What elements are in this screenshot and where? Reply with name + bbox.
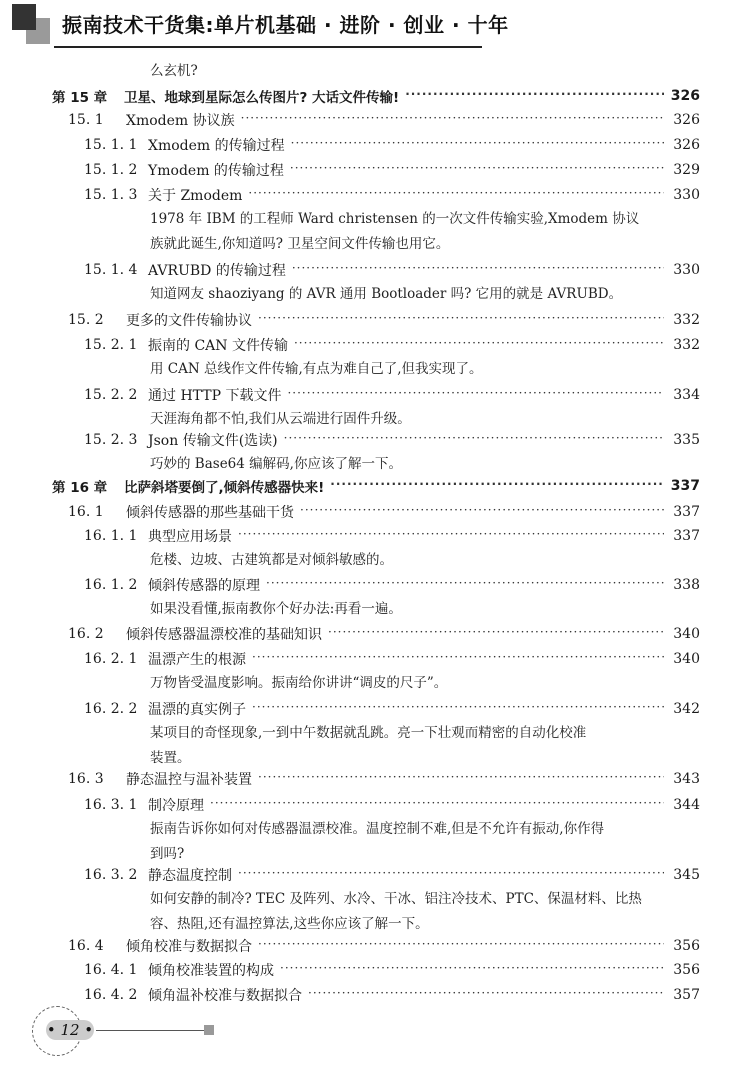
toc-entry-number: 16. 1 <box>68 504 104 520</box>
toc-section-entry[interactable] <box>84 863 700 887</box>
toc-entry-page: 326 <box>670 88 700 104</box>
toc-entry-number: 16. 2. 1 <box>84 651 138 667</box>
toc-entry-title: Json 传输文件(选读) <box>148 433 278 449</box>
toc-entry-page: 343 <box>673 771 700 787</box>
toc-section-entry[interactable] <box>84 258 700 282</box>
toc-section-entry[interactable] <box>84 428 700 452</box>
toc-section-entry[interactable] <box>84 958 700 982</box>
toc-entry-title: 倾斜传感器的原理 <box>148 578 260 594</box>
toc-section-entry[interactable] <box>84 158 700 182</box>
toc-entry-title: AVRUBD 的传输过程 <box>148 263 286 279</box>
toc-dot-leader <box>308 988 664 1002</box>
toc-entry-title: 通过 HTTP 下载文件 <box>148 388 282 404</box>
toc-entry-description: 某项目的奇怪现象,一到中午数据就乱跳。亮一下壮观而精密的自动化校准 <box>150 725 587 741</box>
toc-entry-description: 知道网友 shaoziyang 的 AVR 通用 Bootloader 吗? 它用的就是 AVRUBD。 <box>150 286 623 302</box>
toc-entry-description: 万物皆受温度影响。振南给你讲讲“调皮的尺子”。 <box>150 675 448 691</box>
toc-entry-number: 第 16 章 <box>52 480 108 496</box>
toc-entry-description: 容、热阻,还有温控算法,这些你应该了解一下。 <box>150 916 429 932</box>
toc-entry-number: 16. 4. 1 <box>84 962 138 978</box>
toc-section-entry[interactable] <box>84 333 700 357</box>
toc-entry-title: 温漂的真实例子 <box>148 702 246 718</box>
footer-rule <box>96 1030 206 1031</box>
toc-entry-description: 装置。 <box>150 750 191 766</box>
toc-entry-number: 15. 2. 2 <box>84 387 138 403</box>
toc-entry-description: 到吗? <box>150 846 185 862</box>
toc-entry-title: 比萨斜塔要倒了,倾斜传感器快来! <box>124 480 325 496</box>
toc-entry-description: 巧妙的 Base64 编解码,你应该了解一下。 <box>150 456 402 472</box>
toc-dot-leader <box>252 702 664 716</box>
toc-entry-number: 16. 3 <box>68 771 104 787</box>
toc-dot-leader <box>210 798 664 812</box>
toc-entry-page: 340 <box>673 651 700 667</box>
toc-entry-title: 静态温度控制 <box>148 868 232 884</box>
toc-section-entry[interactable] <box>84 697 700 721</box>
toc-entry-number: 15. 1 <box>68 112 104 128</box>
toc-entry-number: 16. 2 <box>68 626 104 642</box>
toc-entry-number: 15. 1. 4 <box>84 262 138 278</box>
toc-entry-number: 15. 1. 2 <box>84 162 138 178</box>
toc-entry-page: 332 <box>673 337 700 353</box>
page-number: • 12 • <box>46 1021 94 1039</box>
toc-entry-number: 16. 2. 2 <box>84 701 138 717</box>
toc-entry-title: 典型应用场景 <box>148 529 232 545</box>
toc-entry-description: 天涯海角都不怕,我们从云端进行固件升级。 <box>150 411 411 427</box>
toc-entry-page: 332 <box>673 312 700 328</box>
toc-section-entry[interactable] <box>84 524 700 548</box>
toc-entry-page: 337 <box>673 528 700 544</box>
toc-entry-number: 15. 2 <box>68 312 104 328</box>
toc-entry-page: 326 <box>673 112 700 128</box>
toc-entry-page: 357 <box>673 987 700 1003</box>
toc-section-entry[interactable] <box>84 383 700 407</box>
toc-dot-leader <box>287 388 664 402</box>
toc-dot-leader <box>330 479 664 493</box>
toc-entry-title: 关于 Zmodem <box>148 188 243 204</box>
toc-chapter-entry[interactable] <box>52 474 700 498</box>
toc-dot-leader <box>266 578 664 592</box>
toc-entry-title: 温漂产生的根源 <box>148 652 246 668</box>
toc-entry-page: 338 <box>673 577 700 593</box>
toc-entry-page: 329 <box>673 162 700 178</box>
toc-entry-title: 制冷原理 <box>148 798 204 814</box>
toc-dot-leader <box>290 163 664 177</box>
toc-entry-page: 345 <box>673 867 700 883</box>
toc-section-entry[interactable] <box>68 622 700 646</box>
toc-dot-leader <box>300 505 664 519</box>
toc-dot-leader <box>284 433 664 447</box>
toc-entry-description: 如何安静的制冷? TEC 及阵列、水冷、干冰、铝注冷技术、PTC、保温材料、比热 <box>150 891 642 907</box>
toc-entry-description: 1978 年 IBM 的工程师 Ward christensen 的一次文件传输实验,Xmodem 协议 <box>150 211 640 227</box>
toc-entry-number: 16. 3. 1 <box>84 797 138 813</box>
toc-entry-number: 16. 4. 2 <box>84 987 138 1003</box>
toc-entry-description: 用 CAN 总线作文件传输,有点为难自己了,但我实现了。 <box>150 361 483 377</box>
toc-entry-title: Ymodem 的传输过程 <box>148 163 284 179</box>
toc-entry-page: 335 <box>673 432 700 448</box>
toc-section-entry[interactable] <box>84 983 700 1007</box>
toc-dot-leader <box>291 138 664 152</box>
toc-dot-leader <box>328 627 664 641</box>
toc-entry-title: 静态温控与温补装置 <box>126 772 252 788</box>
header-rule <box>54 46 482 48</box>
toc-entry-description: 危楼、边坡、古建筑都是对倾斜敏感的。 <box>150 552 393 568</box>
toc-section-entry[interactable] <box>68 767 700 791</box>
toc-entry-number: 16. 1. 2 <box>84 577 138 593</box>
toc-entry-title: 倾斜传感器的那些基础干货 <box>126 505 294 521</box>
toc-section-entry[interactable] <box>84 183 700 207</box>
toc-dot-leader <box>238 868 664 882</box>
toc-entry-page: 330 <box>673 187 700 203</box>
toc-entry-page: 337 <box>673 504 700 520</box>
toc-section-entry[interactable] <box>84 133 700 157</box>
toc-dot-leader <box>258 313 664 327</box>
toc-dot-leader <box>292 263 664 277</box>
toc-dot-leader <box>405 89 664 103</box>
toc-section-entry[interactable] <box>68 108 700 132</box>
continued-description: 么玄机? <box>150 63 198 79</box>
toc-dot-leader <box>238 529 664 543</box>
toc-entry-title: 振南的 CAN 文件传输 <box>148 338 288 354</box>
toc-entry-title: 倾角校准与数据拟合 <box>126 939 252 955</box>
toc-section-entry[interactable] <box>84 793 700 817</box>
toc-dot-leader <box>252 652 664 666</box>
toc-entry-number: 15. 2. 1 <box>84 337 138 353</box>
toc-entry-number: 16. 3. 2 <box>84 867 138 883</box>
toc-dot-leader <box>248 188 664 202</box>
toc-section-entry[interactable] <box>84 573 700 597</box>
toc-entry-number: 16. 4 <box>68 938 104 954</box>
toc-entry-title: 卫星、地球到星际怎么传图片? 大话文件传输! <box>124 90 400 106</box>
toc-section-entry[interactable] <box>68 308 700 332</box>
toc-section-entry[interactable] <box>68 500 700 524</box>
toc-entry-description: 如果没看懂,振南教你个好办法:再看一遍。 <box>150 601 402 617</box>
toc-entry-title: 倾角校准装置的构成 <box>148 963 274 979</box>
toc-entry-description: 振南告诉你如何对传感器温漂校准。温度控制不难,但是不允许有振动,你作得 <box>150 821 605 837</box>
toc-entry-number: 15. 1. 1 <box>84 137 138 153</box>
toc-entry-title: Xmodem 协议族 <box>126 113 235 129</box>
toc-dot-leader <box>280 963 664 977</box>
toc-entry-title: 倾斜传感器温漂校准的基础知识 <box>126 627 322 643</box>
toc-entry-number: 15. 1. 3 <box>84 187 138 203</box>
toc-entry-number: 15. 2. 3 <box>84 432 138 448</box>
toc-entry-page: 342 <box>673 701 700 717</box>
toc-dot-leader <box>294 338 664 352</box>
toc-dot-leader <box>241 113 664 127</box>
toc-section-entry[interactable] <box>84 647 700 671</box>
toc-entry-page: 334 <box>673 387 700 403</box>
toc-entry-description: 族就此诞生,你知道吗? 卫星空间文件传输也用它。 <box>150 236 450 252</box>
running-header-title: 振南技术干货集:单片机基础 · 进阶 · 创业 · 十年 <box>62 13 509 37</box>
header-decor-square-dark <box>12 4 36 30</box>
toc-entry-page: 330 <box>673 262 700 278</box>
toc-section-entry[interactable] <box>68 934 700 958</box>
toc-entry-page: 326 <box>673 137 700 153</box>
toc-entry-page: 337 <box>670 478 700 494</box>
toc-entry-page: 356 <box>673 962 700 978</box>
toc-entry-title: 倾角温补校准与数据拟合 <box>148 988 302 1004</box>
toc-entry-number: 16. 1. 1 <box>84 528 138 544</box>
toc-dot-leader <box>258 939 664 953</box>
toc-dot-leader <box>258 772 664 786</box>
footer-decor-square <box>204 1025 214 1035</box>
toc-entry-page: 356 <box>673 938 700 954</box>
toc-entry-page: 340 <box>673 626 700 642</box>
toc-entry-title: 更多的文件传输协议 <box>126 313 252 329</box>
toc-entry-number: 第 15 章 <box>52 90 108 106</box>
toc-entry-page: 344 <box>673 797 700 813</box>
toc-chapter-entry[interactable] <box>52 84 700 108</box>
toc-entry-title: Xmodem 的传输过程 <box>148 138 285 154</box>
